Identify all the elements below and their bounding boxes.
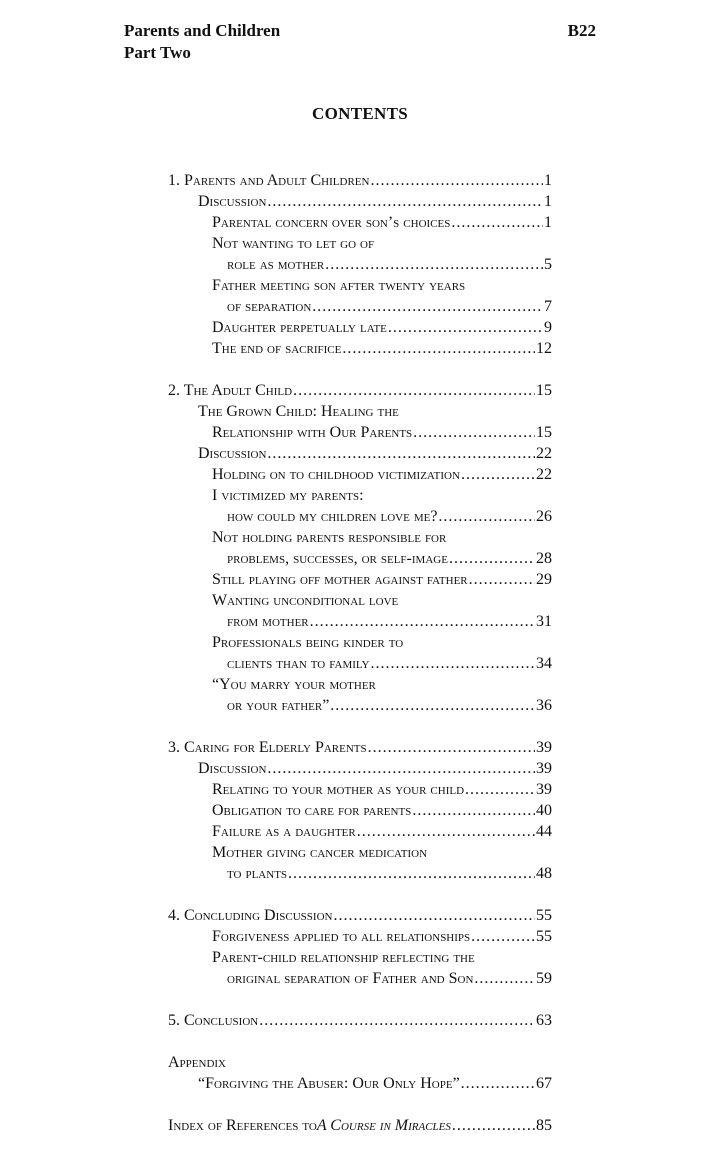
dot-leader	[371, 653, 536, 674]
toc-entry-line: I victimized my parents:	[212, 487, 364, 504]
dot-leader	[438, 506, 535, 527]
toc-entry-title: Index of References to	[168, 1117, 317, 1134]
toc-entry	[168, 1115, 552, 1136]
toc-entry	[168, 464, 552, 485]
toc-entry-title: 2. The Adult Child	[168, 382, 293, 399]
dot-leader	[461, 464, 535, 485]
toc-entry-title: “Forgiving the Abuser: Our Only Hope”	[198, 1075, 460, 1092]
toc-entry-line: The Grown Child: Healing the	[198, 403, 399, 420]
toc-section	[168, 1115, 552, 1136]
page-number: 40	[536, 802, 552, 819]
toc-entry	[168, 905, 552, 926]
toc-entry-title: Relationship with Our Parents	[212, 424, 413, 441]
toc-entry	[168, 1073, 552, 1094]
toc-entry	[168, 758, 552, 779]
dot-leader	[333, 905, 535, 926]
page-number: 55	[536, 907, 552, 924]
toc-entry	[168, 968, 552, 989]
toc-entry	[168, 170, 552, 191]
toc-entry-title: Discussion	[198, 193, 267, 210]
page-number: 26	[536, 508, 552, 525]
dot-leader	[469, 569, 535, 590]
page-number: 55	[536, 928, 552, 945]
running-header-left	[124, 20, 280, 64]
toc-entry-title: Still playing off mother against father	[212, 571, 468, 588]
toc-entry	[168, 695, 552, 716]
dot-leader	[413, 422, 535, 443]
toc-section	[168, 380, 552, 716]
toc-entry-title-italic: A Course in Miracles	[316, 1117, 451, 1134]
toc-entry-line: Not wanting to let go of	[212, 235, 375, 252]
toc-entry	[168, 380, 552, 401]
toc-entry-title: how could my children love me?	[227, 508, 438, 525]
toc-entry	[168, 779, 552, 800]
book-title: Parents and Children	[124, 21, 281, 40]
toc-entry-title: Discussion	[198, 445, 267, 462]
toc-entry-title: problems, successes, or self-image	[227, 550, 448, 567]
toc-entry-title: Daughter perpetually late	[212, 319, 387, 336]
dot-leader	[388, 317, 543, 338]
page-number: 22	[536, 445, 552, 462]
toc-section	[168, 737, 552, 884]
page-number: 9	[544, 319, 552, 336]
toc-section	[168, 1010, 552, 1031]
dot-leader	[449, 548, 535, 569]
page-number: 12	[536, 340, 552, 357]
dot-leader	[474, 968, 535, 989]
dot-leader	[259, 1010, 535, 1031]
page-number: 39	[536, 781, 552, 798]
page-number: 5	[544, 256, 552, 273]
toc-entry	[168, 317, 552, 338]
page-number: 22	[536, 466, 552, 483]
toc-entry-title: of separation	[227, 298, 312, 315]
toc-entry	[168, 800, 552, 821]
dot-leader	[370, 170, 543, 191]
book-code: B22	[567, 21, 596, 40]
toc-entry	[168, 548, 552, 569]
toc-entry-title: 3. Caring for Elderly Parents	[168, 739, 367, 756]
dot-leader	[267, 758, 535, 779]
toc-entry	[168, 254, 552, 275]
page-number: 15	[536, 382, 552, 399]
page-number: 67	[536, 1075, 552, 1092]
dot-leader	[465, 779, 535, 800]
toc-entry-title: The end of sacrifice	[212, 340, 342, 357]
toc-entry-line: “You marry your mother	[212, 676, 376, 693]
dot-leader	[368, 737, 535, 758]
toc-entry-title: or your father”	[227, 697, 330, 714]
dot-leader	[310, 611, 535, 632]
page-number: 1	[544, 214, 552, 231]
page-number: 39	[536, 739, 552, 756]
page-number: 1	[544, 172, 552, 189]
toc-section	[168, 905, 552, 989]
dot-leader	[325, 254, 543, 275]
toc-entry	[168, 443, 552, 464]
page-number: 29	[536, 571, 552, 588]
page-number: 39	[536, 760, 552, 777]
toc-entry-line: Parent-child relationship reflecting the	[212, 949, 475, 966]
page-number: 59	[536, 970, 552, 987]
dot-leader	[267, 443, 535, 464]
toc-entry	[168, 926, 552, 947]
toc-entry-title: Parental concern over son’s choices	[212, 214, 451, 231]
toc-section	[168, 170, 552, 359]
toc-entry-title: Relating to your mother as your child	[212, 781, 465, 798]
dot-leader	[412, 800, 535, 821]
toc-entry	[168, 737, 552, 758]
page-number: 63	[536, 1012, 552, 1029]
dot-leader	[471, 926, 535, 947]
dot-leader	[330, 695, 535, 716]
toc-entry-line: Professionals being kinder to	[212, 634, 404, 651]
dot-leader	[312, 296, 543, 317]
page-number: 36	[536, 697, 552, 714]
page-number: 7	[544, 298, 552, 315]
toc-entry	[168, 1010, 552, 1031]
page-number: 15	[536, 424, 552, 441]
toc-entry-line: Father meeting son after twenty years	[212, 277, 466, 294]
dot-leader	[461, 1073, 535, 1094]
toc-entry	[168, 506, 552, 527]
dot-leader	[451, 212, 543, 233]
toc-entry-title: Discussion	[198, 760, 267, 777]
toc-entry	[168, 821, 552, 842]
toc-entry-line: Mother giving cancer medication	[212, 844, 428, 861]
page-number: 1	[544, 193, 552, 210]
table-of-contents	[168, 170, 552, 1136]
toc-section	[168, 1052, 552, 1094]
toc-entry-title: original separation of Father and Son	[227, 970, 474, 987]
toc-entry-title: clients than to family	[227, 655, 370, 672]
dot-leader	[267, 191, 543, 212]
toc-entry-title: Holding on to childhood victimization	[212, 466, 460, 483]
dot-leader	[452, 1115, 535, 1136]
toc-entry	[168, 296, 552, 317]
toc-entry	[168, 191, 552, 212]
toc-entry-title: Failure as a daughter	[212, 823, 356, 840]
book-part: Part Two	[124, 43, 191, 62]
page-number: 31	[536, 613, 552, 630]
toc-entry-title: Forgiveness applied to all relationships	[212, 928, 471, 945]
page-number: 34	[536, 655, 552, 672]
toc-entry	[168, 212, 552, 233]
toc-entry-title: from mother	[227, 613, 309, 630]
dot-leader	[293, 380, 535, 401]
page-number: 48	[536, 865, 552, 882]
toc-entry-title: 1. Parents and Adult Children	[168, 172, 370, 189]
toc-entry	[168, 569, 552, 590]
toc-entry-line: Wanting unconditional love	[212, 592, 399, 609]
toc-entry	[168, 653, 552, 674]
toc-entry-title: 5. Conclusion	[168, 1012, 259, 1029]
dot-leader	[357, 821, 535, 842]
toc-entry	[168, 863, 552, 884]
dot-leader	[288, 863, 535, 884]
toc-entry	[168, 422, 552, 443]
toc-entry-line: Not holding parents responsible for	[212, 529, 447, 546]
page-number: 85	[536, 1117, 552, 1134]
page-number: 28	[536, 550, 552, 567]
toc-entry-title: to plants	[227, 865, 288, 882]
toc-entry-title: Obligation to care for parents	[212, 802, 412, 819]
dot-leader	[342, 338, 535, 359]
toc-entry	[168, 338, 552, 359]
toc-entry-title: role as mother	[227, 256, 325, 273]
toc-entry	[168, 611, 552, 632]
toc-entry-title: 4. Concluding Discussion	[168, 907, 333, 924]
page-number: 44	[536, 823, 552, 840]
toc-entry-line: Appendix	[168, 1054, 227, 1071]
page-title: CONTENTS	[312, 104, 408, 123]
